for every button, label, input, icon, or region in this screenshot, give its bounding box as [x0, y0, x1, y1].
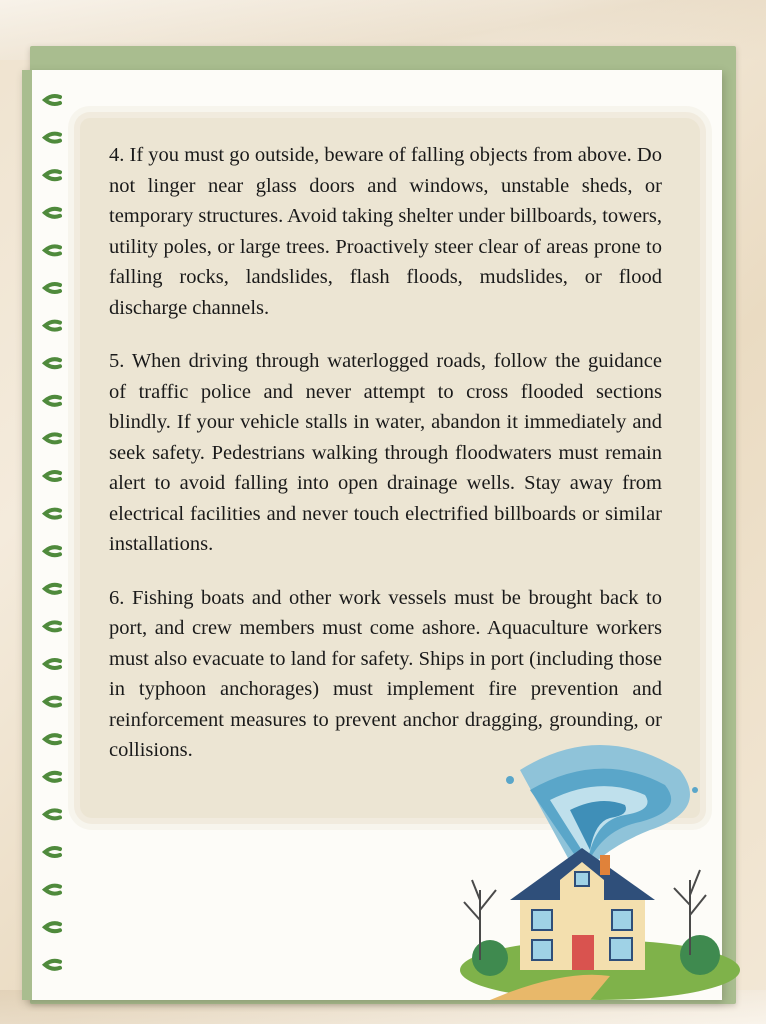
paragraph-5-driving-safety: 5. When driving through waterlogged roads, follow the guidance of traffic police and never attempt to cross flooded sections blindly. If your vehicle stalls in water, abandon it immediately and seek safety. Pedestrians walking through floodwaters must remain alert to avoid falling into open drainage wells. Stay away from electrical facilities and never touch electrified billboards or similar installations.: [109, 350, 662, 555]
document-body: [109, 140, 662, 789]
notebook-spine: [22, 70, 32, 1000]
paragraph-6-vessel-safety: 6. Fishing boats and other work vessels must be brought back to port, and crew members must come ashore. Aquaculture workers must also evacuate to land for safety. Ships in port (including those in typhoon anchorages) must implement fire prevention and reinforcement measures to prevent anchor dragging, grounding, or collisions.: [109, 586, 662, 761]
house: [510, 848, 655, 970]
paragraph-4-outdoor-safety: 4. If you must go outside, beware of falling objects from above. Do not linger near glass doors and windows, unstable sheds, or temporary structures. Avoid taking shelter under billboards, towers, utility poles, or large trees. Proactively steer clear of areas prone to falling rocks, landslides, flash floods, mudslides, or flood discharge channels.: [109, 144, 662, 319]
typhoon-house-icon: [450, 730, 740, 1000]
bush-right: [680, 935, 720, 975]
bush-left: [472, 940, 508, 976]
